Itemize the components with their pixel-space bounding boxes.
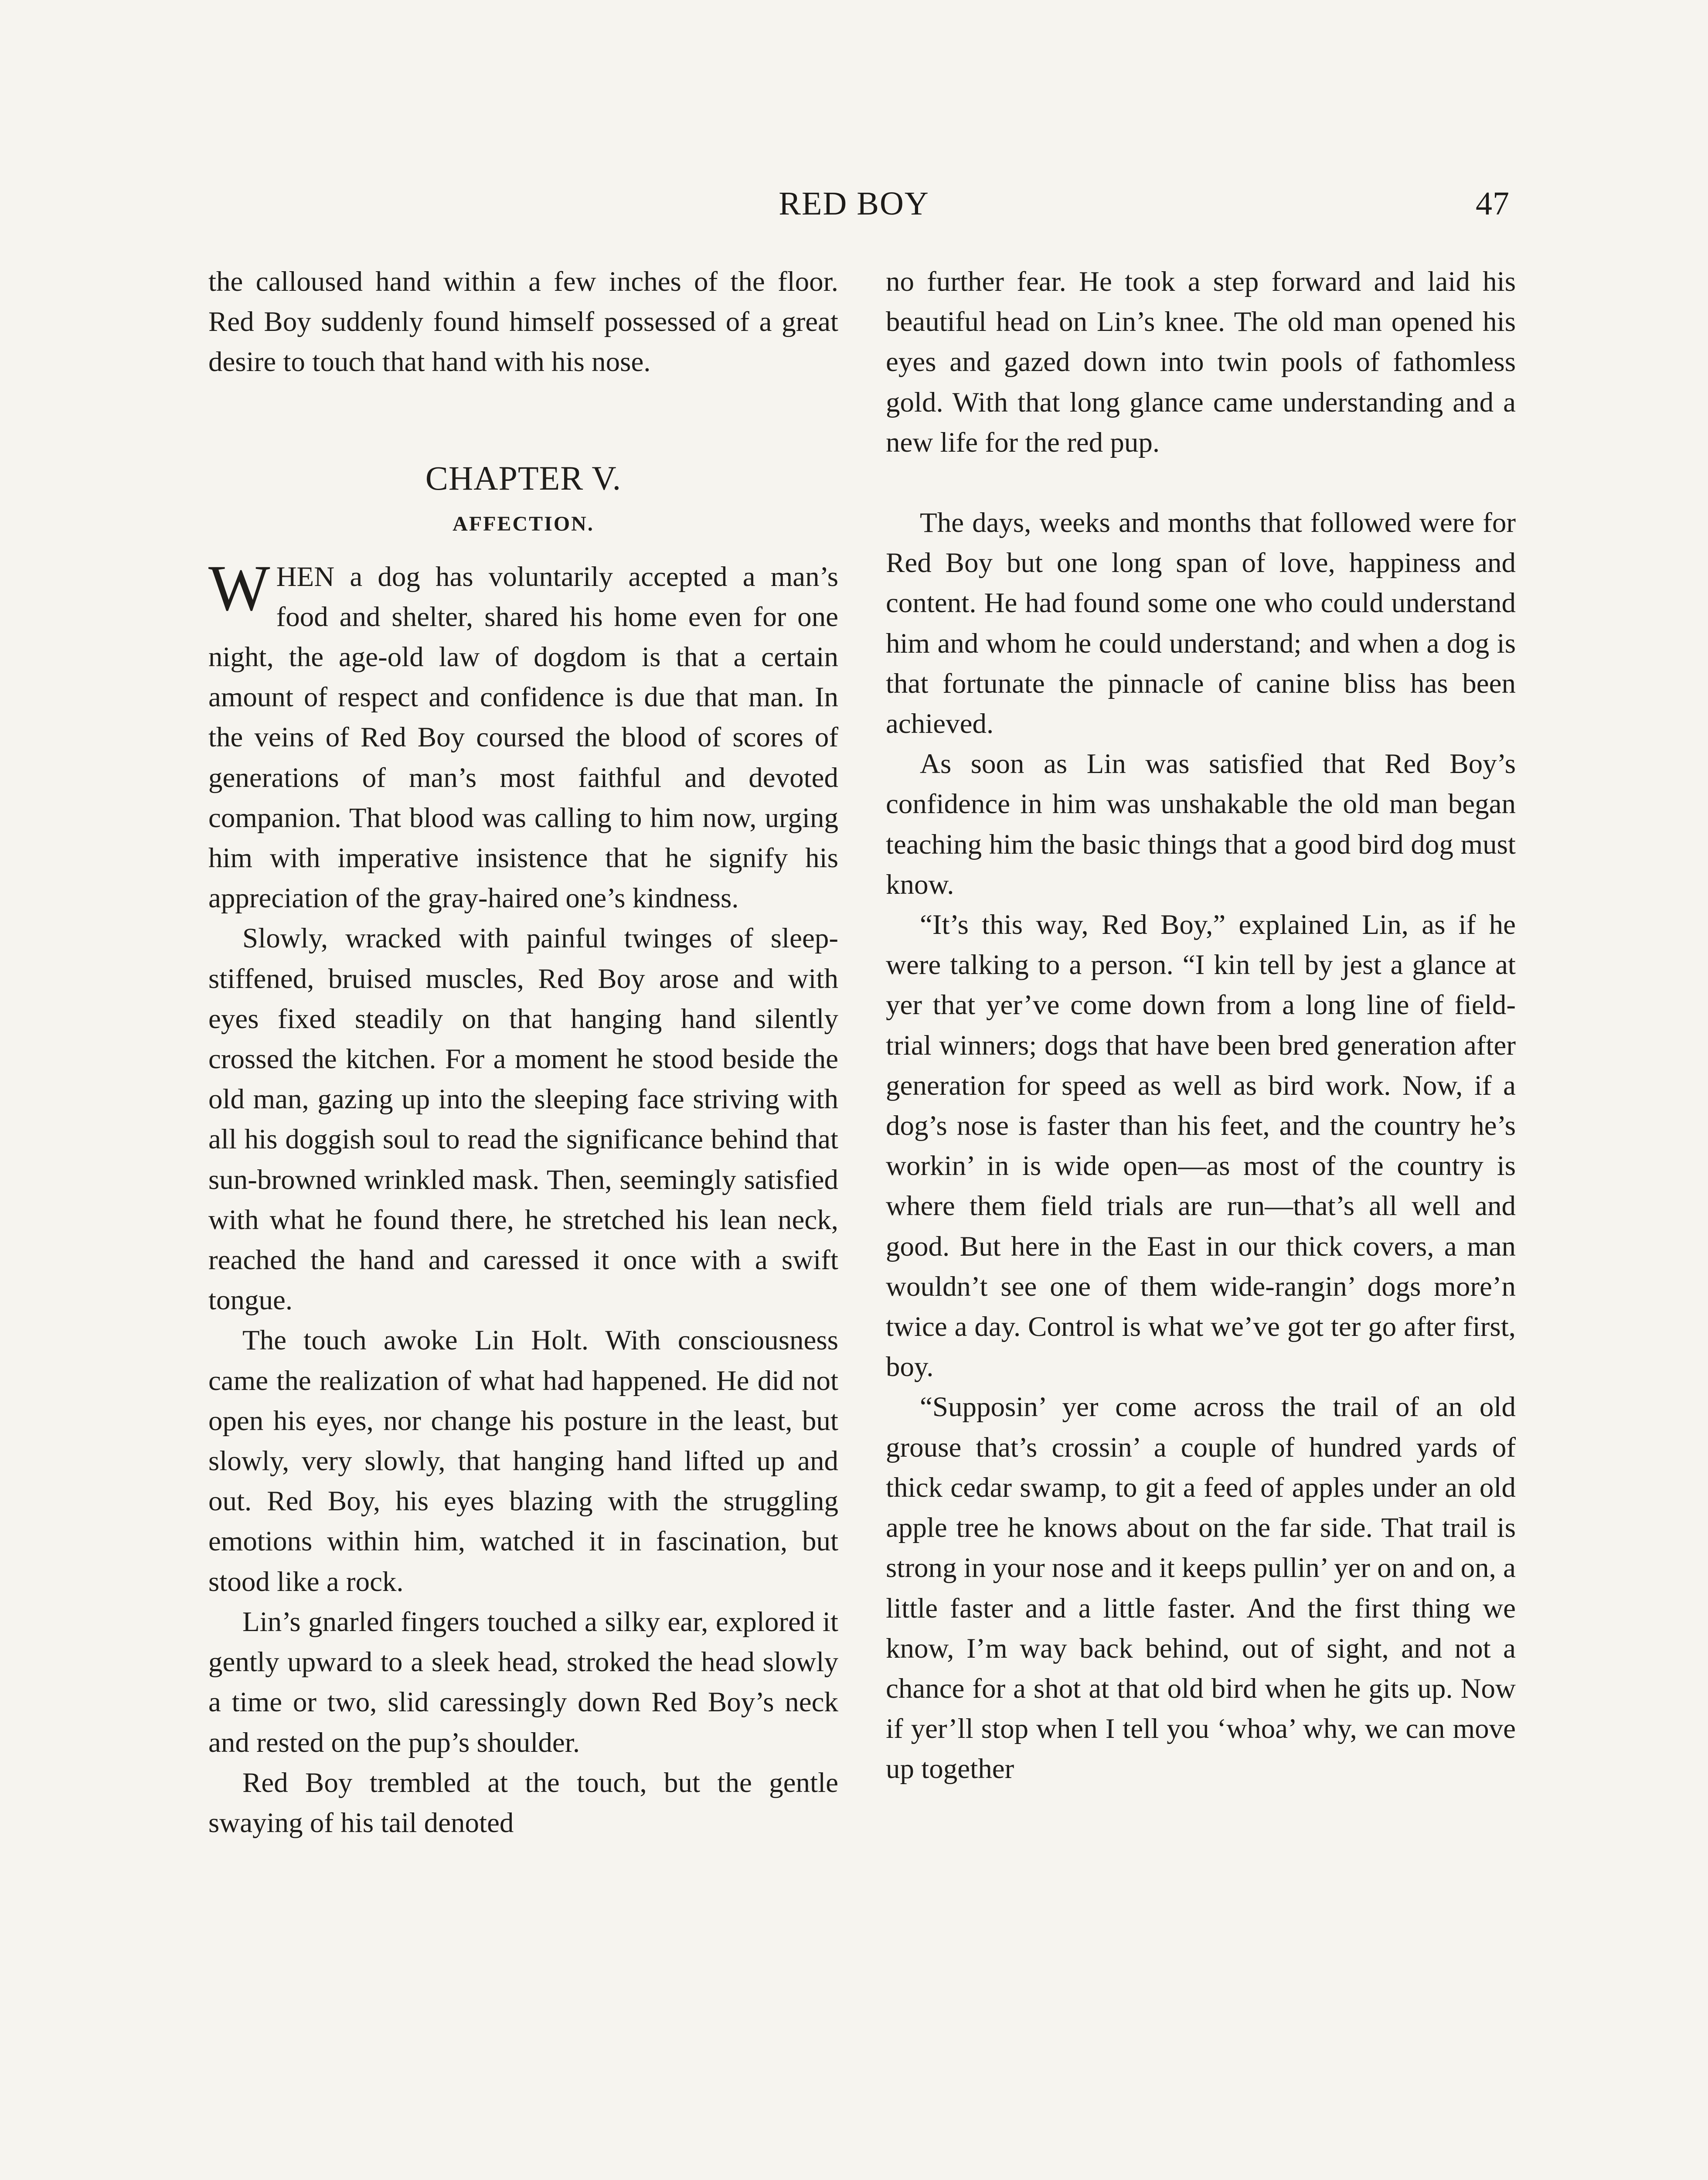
running-title: RED BOY: [779, 185, 929, 222]
body-paragraph: As soon as Lin was satisfied that Red Boy’s confidence in him was unshakable the old man began teaching him the basic things that a good bird dog must know.: [886, 748, 1516, 900]
body-paragraph: Red Boy trembled at the touch, but the gentle swaying of his tail denoted: [208, 1767, 838, 1839]
continued-paragraph: the calloused hand within a few inches of the floor. Red Boy suddenly found himself possessed of a great desire to touch that hand with his nose.: [208, 266, 838, 378]
drop-cap: W: [208, 552, 270, 624]
body-paragraph: The touch awoke Lin Holt. With consciousness came the realization of what had happened. He did not open his eyes, nor change his posture in the least, but slowly, very slowly, that hanging hand lifted up and out. Red Boy, his eyes blazing with the struggling emotions within him, watched it in fascination, but stood like a rock.: [208, 1325, 838, 1598]
chapter-opening-paragraph: [208, 552, 838, 919]
page-number: 47: [1476, 185, 1510, 222]
left-column: [208, 262, 838, 1843]
body-paragraph: Slowly, wracked with painful twinges of sleep-stiffened, bruised muscles, Red Boy arose and with eyes fixed steadily on that hanging hand silently crossed the kitchen. For a moment he stood beside the old man, gazing up into the sleeping face striving with all his doggish soul to read the significance behind that sun-browned wrinkled mask. Then, seemingly satisfied with what he found there, he stretched his lean neck, reached the hand and caressed it once with a swift tongue.: [208, 923, 838, 1316]
continued-paragraph: no further fear. He took a step forward and laid his beautiful head on Lin’s knee. The old man opened his eyes and gazed down into twin pools of fathomless gold. With that long glance came understanding and a new life for the red pup.: [886, 266, 1516, 458]
chapter-title: CHAPTER V.: [425, 459, 622, 497]
chapter-subtitle: AFFECTION.: [453, 512, 594, 535]
right-column: [886, 262, 1516, 1789]
body-paragraph: “It’s this way, Red Boy,” explained Lin, as if he were talking to a person. “I kin tell by jest a glance at yer that yer’ve come down from a long line of field-trial winners; dogs that have been bred generation after generation for speed as well as bird work. Now, if a dog’s nose is faster than his feet, and the country he’s workin’ in is wide open—as most of the country is where them field trials are run—that’s all well and good. But here in the East in our thick covers, a man wouldn’t see one of them wide-rangin’ dogs more’n twice a day. Control is what we’ve got ter go after first, boy.: [886, 909, 1516, 1383]
body-paragraph: “Supposin’ yer come across the trail of an old grouse that’s crossin’ a couple of hundred yards of thick cedar swamp, to git a feed of apples under an old apple tree he knows about on the far side. That trail is strong in your nose and it keeps pullin’ yer on and on, a little faster and a little faster. And the first thing we know, I’m way back behind, out of sight, and not a chance for a shot at that old bird when he gits up. Now if yer’ll stop when I tell you ‘whoa’ why, we can move up together: [886, 1391, 1516, 1785]
body-paragraph: Lin’s gnarled fingers touched a silky ear, explored it gently upward to a sleek head, stroked the head slowly a time or two, slid caressingly down Red Boy’s neck and rested on the pup’s shoulder.: [208, 1606, 838, 1758]
body-paragraph: The days, weeks and months that followed were for Red Boy but one long span of love, happiness and content. He had found some one who could understand him and whom he could understand; and when a dog is that fortunate the pinnacle of canine bliss has been achieved.: [886, 507, 1516, 740]
chapter-opening-text: HEN a dog has voluntarily accepted a man’s food and shelter, shared his home even for one night, the age-old law of dogdom is that a certain amount of respect and confidence is due that man. In the veins of Red Boy coursed the blood of scores of generations of man’s most faithful and devoted companion. That blood was calling to him now, urging him with imperative insistence that he signify his appreciation of the gray-haired one’s kindness.: [208, 561, 838, 914]
